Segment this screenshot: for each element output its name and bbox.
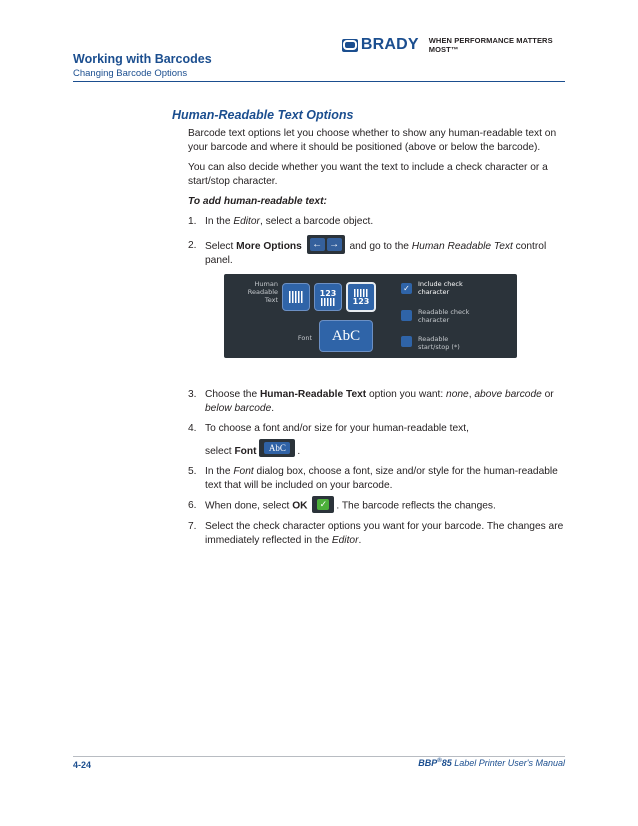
step-3: 3. Choose the Human-Readable Text option you want: none, above barcode or below barcode. xyxy=(188,389,554,415)
header-divider xyxy=(73,81,565,82)
step-7: 7. Select the check character options you want for your barcode. The changes are immediately reflected in the Editor. xyxy=(188,520,564,546)
font-button-inline: AbC xyxy=(259,439,295,457)
left-arrow-icon: ← xyxy=(310,238,325,251)
step-4: 4. To choose a font and/or size for your human-readable text, select Font AbC . xyxy=(188,423,469,458)
readable-check-label: Readable check character xyxy=(418,308,470,324)
logo-tagline: WHEN PERFORMANCE MATTERS MOST™ xyxy=(428,36,553,54)
font-button[interactable]: AbC xyxy=(319,320,373,352)
ok-button-inline xyxy=(312,496,334,513)
human-readable-text-panel xyxy=(224,274,517,358)
hrt-below-button[interactable]: 123 xyxy=(346,282,376,312)
brady-logo xyxy=(342,36,566,54)
checkmark-icon: ✓ xyxy=(317,499,329,510)
readable-start-stop-checkbox[interactable] xyxy=(401,336,412,347)
hrt-none-button[interactable] xyxy=(282,283,310,311)
readable-check-checkbox[interactable] xyxy=(401,310,412,321)
brady-logo-icon xyxy=(342,39,358,52)
chapter-title: Working with Barcodes xyxy=(73,52,212,66)
chapter-subtitle: Changing Barcode Options xyxy=(73,68,188,79)
hrt-above-button[interactable]: 123 xyxy=(314,283,342,311)
include-check-label: Include check character xyxy=(418,280,463,296)
section-title: Human-Readable Text Options xyxy=(172,108,354,122)
intro-paragraph-1: Barcode text options let you choose whether to show any human-readable text on your barcode and where it should be positioned (above or below the barcode). xyxy=(188,128,557,153)
readable-start-stop-label: Readable start/stop (*) xyxy=(418,335,460,351)
font-label: Font xyxy=(297,334,312,342)
footer-divider xyxy=(73,756,565,757)
hrt-label: Human Readable Text xyxy=(247,280,278,304)
logo-word: BRADY xyxy=(360,36,419,53)
step-1: 1. In the Editor, select a barcode object. xyxy=(188,216,374,227)
more-options-button xyxy=(307,235,345,254)
include-check-checkbox[interactable]: ✓ xyxy=(401,283,412,294)
barcode-icon xyxy=(321,298,335,306)
step-5: 5. In the Font dialog box, choose a font, size and/or style for the human-readable text that will be included on your barcode. xyxy=(188,466,558,492)
step-2: 2. Select More Options ← → and go to the Human Readable Text control panel. xyxy=(188,239,566,268)
barcode-icon xyxy=(289,291,303,303)
procedure-heading: To add human-readable text: xyxy=(188,196,327,207)
manual-title: BBP®85 Label Printer User's Manual xyxy=(418,758,565,768)
right-arrow-icon: → xyxy=(327,238,342,251)
step-6: 6. When done, select OK ✓ . The barcode reflects the changes. xyxy=(188,499,566,514)
barcode-icon xyxy=(354,289,368,297)
page-number: 4-24 xyxy=(73,760,92,770)
intro-paragraph-2: You can also decide whether you want the text to include a check character or a start/stop character. xyxy=(188,162,548,187)
